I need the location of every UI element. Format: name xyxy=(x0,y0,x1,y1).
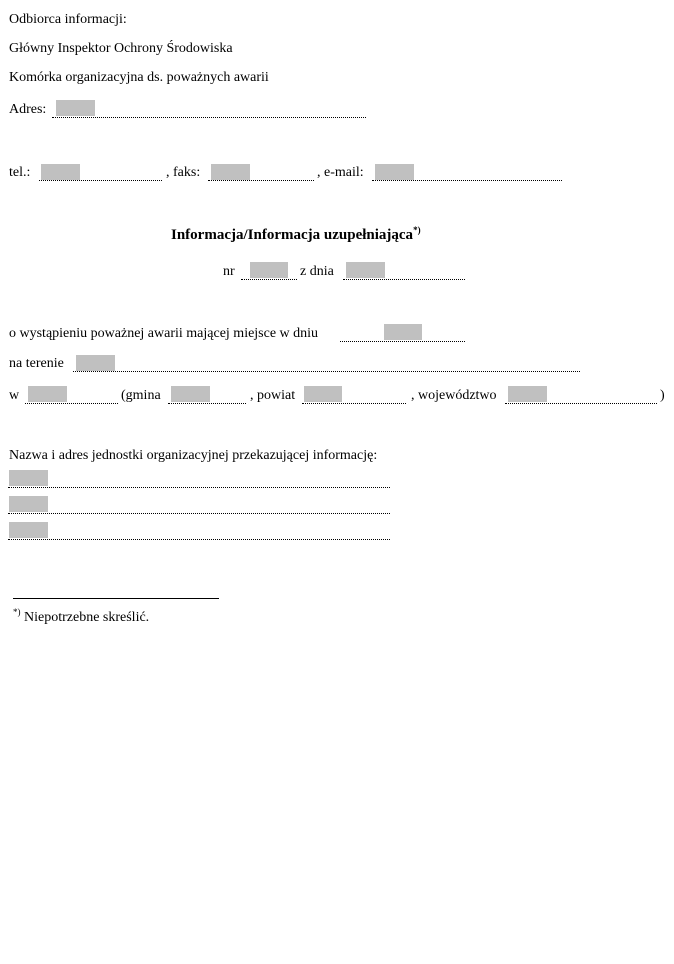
title-footnote-mark: *) xyxy=(413,225,421,235)
voivodeship-field[interactable] xyxy=(505,403,657,404)
address-redacted xyxy=(56,100,95,116)
tel-redacted xyxy=(41,164,80,180)
in-label: w xyxy=(9,388,20,403)
footnote-text: Niepotrzebne skreślić. xyxy=(24,610,150,625)
nr-label: nr xyxy=(223,264,235,279)
recipient-name: Główny Inspektor Ochrony Środowiska xyxy=(9,41,233,56)
document-title: Informacja/Informacja uzupełniająca*) xyxy=(171,225,421,243)
recipient-unit: Komórka organizacyjna ds. poważnych awarii xyxy=(9,70,269,85)
locality-field[interactable] xyxy=(25,403,118,404)
district-field[interactable] xyxy=(302,403,406,404)
occurrence-intro: o wystąpieniu poważnej awarii mającej miejsce w dniu xyxy=(9,326,319,341)
area-label: na terenie xyxy=(9,356,64,371)
fax-redacted xyxy=(211,164,250,180)
date-redacted xyxy=(346,262,385,278)
tel-field[interactable] xyxy=(39,180,162,181)
nr-redacted xyxy=(250,262,288,278)
email-field[interactable] xyxy=(372,180,562,181)
commune-redacted xyxy=(171,386,210,402)
address-label: Adres: xyxy=(9,102,47,117)
unit-line-2-field[interactable] xyxy=(8,513,390,514)
unit-line-3-field[interactable] xyxy=(8,539,390,540)
date-field[interactable] xyxy=(343,279,465,280)
commune-field[interactable] xyxy=(168,403,246,404)
commune-label: (gmina xyxy=(121,388,161,403)
locality-redacted xyxy=(28,386,67,402)
unit-info-label: Nazwa i adres jednostki organizacyjnej przekazującej informację: xyxy=(9,448,378,463)
email-redacted xyxy=(375,164,414,180)
email-label: , e-mail: xyxy=(317,165,364,180)
footnote-mark: *) xyxy=(13,607,21,617)
close-paren: ) xyxy=(660,388,665,403)
date-label: z dnia xyxy=(300,264,334,279)
voivodeship-redacted xyxy=(508,386,547,402)
footnote-separator xyxy=(13,598,219,599)
unit-line-2-redacted xyxy=(9,496,48,512)
footnote xyxy=(13,607,150,626)
district-redacted xyxy=(304,386,342,402)
recipient-label: Odbiorca informacji: xyxy=(9,12,127,27)
unit-line-3-redacted xyxy=(9,522,48,538)
occurrence-date-redacted xyxy=(384,324,422,340)
fax-field[interactable] xyxy=(208,180,314,181)
unit-line-1-redacted xyxy=(9,470,48,486)
nr-field[interactable] xyxy=(241,279,297,280)
fax-label: , faks: xyxy=(166,165,201,180)
tel-label: tel.: xyxy=(9,165,31,180)
district-label: , powiat xyxy=(250,388,296,403)
area-redacted xyxy=(76,355,115,371)
area-field[interactable] xyxy=(73,371,580,372)
voivodeship-label: , województwo xyxy=(411,388,497,403)
occurrence-date-field[interactable] xyxy=(340,341,465,342)
unit-line-1-field[interactable] xyxy=(8,487,390,488)
address-field[interactable] xyxy=(52,117,366,118)
